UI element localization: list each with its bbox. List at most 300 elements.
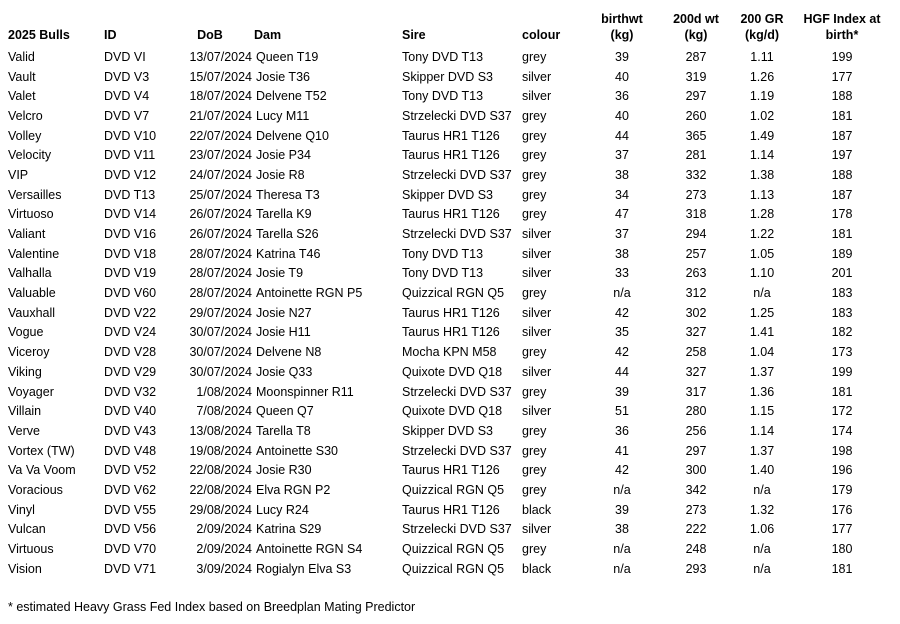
cell-dob: 28/07/2024: [189, 266, 252, 281]
cell-200d-wt: 256: [685, 423, 707, 438]
header-name: 2025 Bulls: [8, 28, 70, 42]
cell-200d-wt: 294: [685, 227, 707, 242]
cell-200d-wt: 300: [685, 463, 707, 478]
cell-dam: Rogialyn Elva S3: [256, 561, 352, 576]
header-200d-wt-unit: (kg): [684, 28, 708, 42]
cell-200-gr: 1.14: [749, 148, 775, 163]
cell-birthwt: 51: [615, 404, 629, 419]
cell-colour: grey: [522, 49, 547, 64]
cell-id: DVD V3: [104, 69, 150, 84]
cell-colour: black: [522, 561, 552, 576]
cell-id: DVD V12: [104, 167, 157, 182]
cell-id: DVD V7: [104, 108, 150, 123]
cell-hgf-index: 201: [831, 266, 853, 281]
cell-id: DVD V62: [104, 482, 157, 497]
cell-birthwt: 41: [615, 443, 629, 458]
cell-birthwt: n/a: [613, 542, 631, 557]
cell-200-gr: 1.36: [749, 384, 775, 399]
cell-200d-wt: 365: [685, 128, 707, 143]
cell-dam: Josie R8: [256, 167, 305, 182]
cell-200d-wt: 280: [685, 404, 707, 419]
cell-name: Villain: [8, 404, 42, 419]
cell-200d-wt: 302: [685, 305, 707, 320]
cell-dob: 25/07/2024: [189, 187, 252, 202]
cell-hgf-index: 181: [831, 384, 853, 399]
cell-hgf-index: 179: [831, 482, 853, 497]
cell-sire: Quizzical RGN Q5: [402, 542, 505, 557]
cell-dob: 26/07/2024: [189, 227, 252, 242]
cell-colour: silver: [522, 305, 552, 320]
cell-dam: Moonspinner R11: [256, 384, 354, 399]
cell-birthwt: 47: [615, 207, 629, 222]
table-row: [4, 323, 890, 343]
cell-colour: silver: [522, 227, 552, 242]
table-row: [4, 382, 890, 402]
cell-200-gr: 1.32: [749, 502, 775, 517]
cell-200-gr: 1.22: [749, 227, 775, 242]
cell-200d-wt: 312: [685, 286, 707, 301]
cell-id: DVD VI: [104, 49, 146, 64]
cell-colour: silver: [522, 89, 552, 104]
cell-name: Voracious: [8, 482, 63, 497]
cell-dob: 29/07/2024: [189, 305, 252, 320]
header-hgf-index: [794, 6, 890, 47]
table-row: [4, 244, 890, 264]
cell-colour: grey: [522, 542, 547, 557]
cell-dob: 15/07/2024: [189, 69, 252, 84]
cell-dam: Delvene N8: [256, 345, 322, 360]
table-row: [4, 126, 890, 146]
cell-dob: 30/07/2024: [189, 364, 252, 379]
cell-dam: Delvene T52: [256, 89, 327, 104]
cell-dam: Josie T9: [256, 266, 304, 281]
cell-colour: grey: [522, 345, 547, 360]
cell-birthwt: 37: [615, 148, 629, 163]
cell-200-gr: 1.37: [749, 443, 775, 458]
cell-sire: Taurus HR1 T126: [402, 463, 500, 478]
cell-colour: grey: [522, 128, 547, 143]
cell-dob: 19/08/2024: [189, 443, 252, 458]
cell-dob: 3/09/2024: [196, 561, 252, 576]
cell-dam: Katrina S29: [256, 522, 322, 537]
cell-sire: Strzelecki DVD S37: [402, 167, 512, 182]
cell-hgf-index: 198: [831, 443, 853, 458]
cell-200d-wt: 297: [685, 89, 707, 104]
cell-dam: Josie P34: [256, 148, 311, 163]
cell-dob: 28/07/2024: [189, 246, 252, 261]
cell-birthwt: 33: [615, 266, 629, 281]
cell-hgf-index: 188: [831, 89, 853, 104]
cell-colour: grey: [522, 384, 547, 399]
table-row: [4, 283, 890, 303]
cell-dob: 2/09/2024: [196, 522, 252, 537]
cell-200-gr: 1.10: [749, 266, 775, 281]
cell-birthwt: 39: [615, 49, 629, 64]
cell-birthwt: 42: [615, 463, 629, 478]
cell-dam: Josie R30: [256, 463, 312, 478]
cell-dob: 22/08/2024: [189, 463, 252, 478]
header-id: ID: [104, 28, 117, 42]
cell-name: Valentine: [8, 246, 60, 261]
header-birthwt-unit: (kg): [610, 28, 634, 42]
cell-id: DVD V40: [104, 404, 157, 419]
cell-200-gr: 1.37: [749, 364, 775, 379]
cell-200d-wt: 260: [685, 108, 707, 123]
cell-200-gr: 1.02: [749, 108, 775, 123]
cell-sire: Mocha KPN M58: [402, 345, 497, 360]
cell-sire: Quizzical RGN Q5: [402, 286, 505, 301]
cell-200d-wt: 327: [685, 325, 707, 340]
cell-hgf-index: 178: [831, 207, 853, 222]
cell-200-gr: 1.13: [749, 187, 775, 202]
cell-id: DVD V56: [104, 522, 157, 537]
cell-birthwt: 38: [615, 246, 629, 261]
cell-name: Viceroy: [8, 345, 50, 360]
cell-name: Voyager: [8, 384, 54, 399]
cell-sire: Strzelecki DVD S37: [402, 522, 512, 537]
cell-id: DVD V14: [104, 207, 157, 222]
cell-dob: 21/07/2024: [189, 108, 252, 123]
cell-id: DVD V16: [104, 227, 157, 242]
bulls-table: [4, 6, 890, 579]
cell-hgf-index: 177: [831, 69, 853, 84]
cell-name: Virtuoso: [8, 207, 54, 222]
cell-birthwt: n/a: [613, 286, 631, 301]
cell-sire: Taurus HR1 T126: [402, 128, 500, 143]
cell-dob: 23/07/2024: [189, 148, 252, 163]
cell-dob: 18/07/2024: [189, 89, 252, 104]
table-row: [4, 67, 890, 87]
header-dob: DoB: [197, 28, 223, 42]
cell-dam: Antoinette S30: [256, 443, 339, 458]
cell-200d-wt: 318: [685, 207, 707, 222]
cell-colour: silver: [522, 69, 552, 84]
cell-name: Velcro: [8, 108, 43, 123]
cell-sire: Quizzical RGN Q5: [402, 482, 505, 497]
cell-id: DVD V55: [104, 502, 157, 517]
cell-id: DVD V18: [104, 246, 157, 261]
cell-hgf-index: 189: [831, 246, 853, 261]
cell-200-gr: 1.15: [749, 404, 775, 419]
cell-sire: Taurus HR1 T126: [402, 305, 500, 320]
header-birthwt: [582, 6, 662, 47]
cell-dob: 13/07/2024: [189, 49, 252, 64]
cell-colour: grey: [522, 423, 547, 438]
cell-birthwt: 36: [615, 423, 629, 438]
cell-birthwt: 42: [615, 345, 629, 360]
cell-name: Versailles: [8, 187, 62, 202]
cell-sire: Strzelecki DVD S37: [402, 227, 512, 242]
cell-200-gr: 1.41: [749, 325, 775, 340]
header-sire: Sire: [402, 28, 426, 42]
cell-colour: grey: [522, 443, 547, 458]
cell-200d-wt: 281: [685, 148, 707, 163]
cell-birthwt: 37: [615, 227, 629, 242]
cell-colour: grey: [522, 286, 547, 301]
table-row: [4, 165, 890, 185]
cell-sire: Taurus HR1 T126: [402, 502, 500, 517]
header-200-gr: [730, 6, 794, 47]
cell-dam: Josie H11: [256, 325, 311, 340]
cell-name: Velocity: [8, 148, 52, 163]
cell-birthwt: 35: [615, 325, 629, 340]
cell-hgf-index: 181: [831, 108, 853, 123]
table-row: [4, 460, 890, 480]
cell-sire: Tony DVD T13: [402, 49, 484, 64]
cell-id: DVD V19: [104, 266, 157, 281]
cell-colour: grey: [522, 482, 547, 497]
cell-200-gr: 1.38: [749, 167, 775, 182]
cell-200-gr: 1.49: [749, 128, 775, 143]
cell-sire: Skipper DVD S3: [402, 69, 494, 84]
cell-id: DVD V24: [104, 325, 157, 340]
cell-dam: Tarella S26: [256, 227, 319, 242]
cell-sire: Quixote DVD Q18: [402, 404, 503, 419]
cell-dob: 24/07/2024: [189, 167, 252, 182]
footnote: * estimated Heavy Grass Fed Index based on Breedplan Mating Predictor: [8, 600, 416, 614]
cell-birthwt: 40: [615, 108, 629, 123]
header-200-gr-label: 200 GR: [740, 12, 784, 26]
cell-hgf-index: 172: [831, 404, 853, 419]
cell-name: Volley: [8, 128, 42, 143]
table-row: [4, 205, 890, 225]
cell-hgf-index: 173: [831, 345, 853, 360]
cell-sire: Strzelecki DVD S37: [402, 443, 512, 458]
cell-dob: 30/07/2024: [189, 345, 252, 360]
cell-200-gr: 1.04: [749, 345, 775, 360]
cell-hgf-index: 187: [831, 128, 853, 143]
cell-colour: silver: [522, 325, 552, 340]
cell-colour: black: [522, 502, 552, 517]
cell-sire: Taurus HR1 T126: [402, 207, 500, 222]
cell-dam: Queen Q7: [256, 404, 314, 419]
table-row: [4, 106, 890, 126]
header-row: [4, 6, 890, 47]
cell-200-gr: 1.06: [749, 522, 775, 537]
cell-200d-wt: 332: [685, 167, 707, 182]
cell-birthwt: 38: [615, 522, 629, 537]
cell-id: DVD V70: [104, 542, 157, 557]
table-body: [4, 47, 890, 579]
table-row: [4, 539, 890, 559]
cell-id: DVD V11: [104, 148, 156, 163]
cell-sire: Taurus HR1 T126: [402, 148, 500, 163]
cell-dob: 7/08/2024: [196, 404, 252, 419]
table-row: [4, 145, 890, 165]
cell-sire: Tony DVD T13: [402, 89, 484, 104]
cell-dob: 29/08/2024: [189, 502, 252, 517]
cell-dam: Tarella K9: [256, 207, 312, 222]
cell-name: Vision: [8, 561, 42, 576]
cell-200d-wt: 263: [685, 266, 707, 281]
cell-dob: 30/07/2024: [189, 325, 252, 340]
cell-200-gr: 1.14: [749, 423, 775, 438]
cell-sire: Skipper DVD S3: [402, 423, 494, 438]
cell-id: DVD V28: [104, 345, 157, 360]
cell-dam: Antoinette RGN S4: [256, 542, 363, 557]
cell-dam: Delvene Q10: [256, 128, 329, 143]
cell-id: DVD V71: [104, 561, 157, 576]
header-colour: colour: [522, 28, 561, 42]
cell-birthwt: 36: [615, 89, 629, 104]
cell-name: Verve: [8, 423, 40, 438]
cell-name: Vault: [8, 69, 36, 84]
cell-birthwt: n/a: [613, 561, 631, 576]
header-hgf-label: HGF Index at: [803, 12, 881, 26]
cell-200-gr: 1.25: [749, 305, 775, 320]
cell-hgf-index: 181: [831, 227, 853, 242]
cell-colour: grey: [522, 108, 547, 123]
cell-hgf-index: 177: [831, 522, 853, 537]
header-hgf-line2: birth*: [825, 28, 859, 42]
table-row: [4, 342, 890, 362]
cell-dam: Josie T36: [256, 69, 310, 84]
cell-name: Valuable: [8, 286, 56, 301]
cell-dam: Theresa T3: [256, 187, 320, 202]
cell-id: DVD T13: [104, 187, 156, 202]
cell-name: Vauxhall: [8, 305, 56, 320]
cell-200d-wt: 342: [685, 482, 707, 497]
cell-name: Vortex (TW): [8, 443, 75, 458]
cell-id: DVD V52: [104, 463, 157, 478]
cell-200-gr: n/a: [753, 561, 771, 576]
cell-name: VIP: [8, 167, 29, 182]
cell-dob: 2/09/2024: [196, 542, 252, 557]
cell-hgf-index: 199: [831, 364, 853, 379]
table-row: [4, 441, 890, 461]
cell-200d-wt: 287: [685, 49, 707, 64]
header-dam: Dam: [254, 28, 282, 42]
cell-dob: 13/08/2024: [189, 423, 252, 438]
cell-name: Va Va Voom: [8, 463, 76, 478]
cell-birthwt: n/a: [613, 482, 631, 497]
cell-dam: Queen T19: [256, 49, 319, 64]
cell-name: Vinyl: [8, 502, 35, 517]
cell-name: Valhalla: [8, 266, 52, 281]
cell-colour: grey: [522, 463, 547, 478]
cell-colour: grey: [522, 187, 547, 202]
cell-id: DVD V43: [104, 423, 157, 438]
cell-colour: grey: [522, 167, 547, 182]
cell-colour: silver: [522, 364, 552, 379]
cell-200d-wt: 327: [685, 364, 707, 379]
cell-sire: Strzelecki DVD S37: [402, 384, 512, 399]
cell-hgf-index: 180: [831, 542, 853, 557]
cell-200-gr: 1.05: [749, 246, 775, 261]
cell-sire: Quixote DVD Q18: [402, 364, 503, 379]
table-row: [4, 47, 890, 67]
cell-200d-wt: 319: [685, 69, 707, 84]
cell-sire: Tony DVD T13: [402, 266, 484, 281]
cell-200d-wt: 317: [685, 384, 707, 399]
cell-name: Valet: [8, 89, 36, 104]
cell-hgf-index: 199: [831, 49, 853, 64]
cell-hgf-index: 181: [831, 561, 853, 576]
cell-200d-wt: 297: [685, 443, 707, 458]
table-row: [4, 224, 890, 244]
cell-hgf-index: 183: [831, 305, 853, 320]
table-row: [4, 86, 890, 106]
cell-200d-wt: 248: [685, 542, 707, 557]
table-row: [4, 421, 890, 441]
cell-birthwt: 42: [615, 305, 629, 320]
cell-name: Viking: [8, 364, 42, 379]
cell-200d-wt: 273: [685, 187, 707, 202]
cell-id: DVD V60: [104, 286, 157, 301]
cell-id: DVD V32: [104, 384, 157, 399]
cell-dam: Lucy R24: [256, 502, 309, 517]
cell-hgf-index: 174: [831, 423, 853, 438]
header-birthwt-label: birthwt: [601, 12, 643, 26]
cell-dob: 22/07/2024: [189, 128, 252, 143]
cell-hgf-index: 182: [831, 325, 853, 340]
cell-dam: Katrina T46: [256, 246, 321, 261]
cell-id: DVD V10: [104, 128, 157, 143]
cell-dam: Elva RGN P2: [256, 482, 331, 497]
cell-dam: Josie N27: [256, 305, 312, 320]
cell-200-gr: 1.26: [749, 69, 775, 84]
header-200d-wt: [662, 6, 730, 47]
cell-dam: Tarella T8: [256, 423, 311, 438]
cell-dob: 26/07/2024: [189, 207, 252, 222]
cell-birthwt: 44: [615, 364, 629, 379]
cell-colour: silver: [522, 522, 552, 537]
cell-sire: Strzelecki DVD S37: [402, 108, 512, 123]
cell-name: Vulcan: [8, 522, 46, 537]
cell-name: Virtuous: [8, 542, 54, 557]
cell-hgf-index: 196: [831, 463, 853, 478]
table-row: [4, 362, 890, 382]
cell-name: Valid: [8, 49, 35, 64]
cell-200-gr: n/a: [753, 482, 771, 497]
cell-200d-wt: 293: [685, 561, 707, 576]
cell-200-gr: 1.28: [749, 207, 775, 222]
cell-birthwt: 40: [615, 69, 629, 84]
cell-200d-wt: 222: [685, 522, 707, 537]
header-200d-wt-label: 200d wt: [673, 12, 719, 26]
cell-hgf-index: 188: [831, 167, 853, 182]
cell-200d-wt: 273: [685, 502, 707, 517]
cell-birthwt: 39: [615, 502, 629, 517]
cell-200-gr: n/a: [753, 286, 771, 301]
cell-sire: Taurus HR1 T126: [402, 325, 500, 340]
cell-dob: 28/07/2024: [189, 286, 252, 301]
cell-hgf-index: 197: [831, 148, 853, 163]
table-row: [4, 500, 890, 520]
cell-colour: silver: [522, 404, 552, 419]
cell-dob: 22/08/2024: [189, 482, 252, 497]
table-row: [4, 264, 890, 284]
cell-sire: Skipper DVD S3: [402, 187, 494, 202]
cell-colour: silver: [522, 246, 552, 261]
cell-200-gr: 1.11: [750, 49, 774, 64]
table-row: [4, 520, 890, 540]
table-row: [4, 559, 890, 579]
cell-200d-wt: 258: [685, 345, 707, 360]
cell-id: DVD V29: [104, 364, 157, 379]
cell-200-gr: n/a: [753, 542, 771, 557]
table-row: [4, 303, 890, 323]
cell-id: DVD V48: [104, 443, 157, 458]
cell-name: Vogue: [8, 325, 44, 340]
header-200-gr-unit: (kg/d): [744, 28, 780, 42]
cell-dam: Antoinette RGN P5: [256, 286, 363, 301]
cell-dam: Josie Q33: [256, 364, 313, 379]
table-row: [4, 185, 890, 205]
cell-200-gr: 1.19: [749, 89, 775, 104]
cell-sire: Tony DVD T13: [402, 246, 484, 261]
table-header: [4, 6, 890, 47]
